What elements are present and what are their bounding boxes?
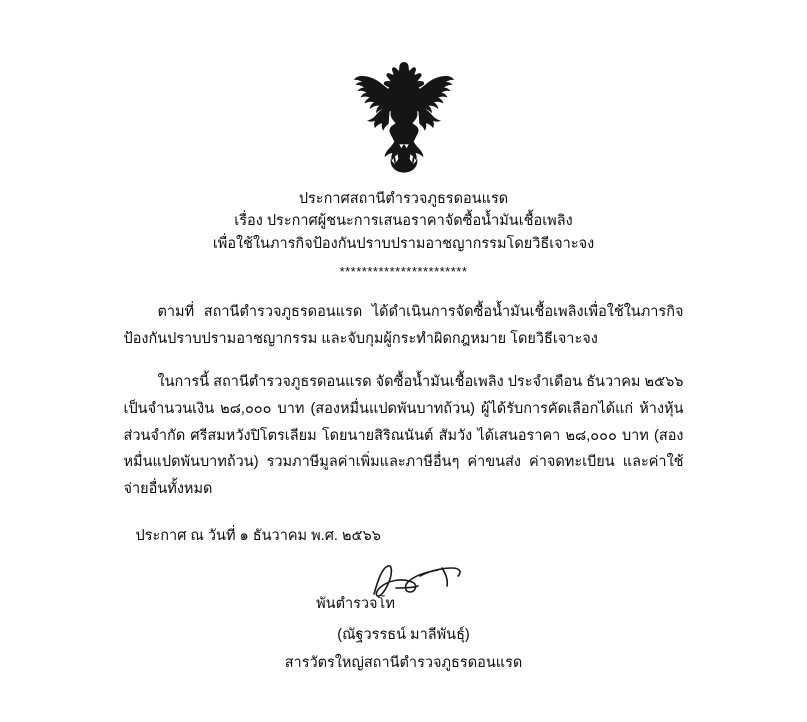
signature-row xyxy=(254,592,554,676)
document-heading xyxy=(0,188,807,255)
document-body xyxy=(124,299,684,550)
garuda-emblem-icon xyxy=(340,58,468,176)
announce-date: ประกาศ ณ วันที่ ๑ ธันวาคม พ.ศ. ๒๕๖๖ xyxy=(135,528,381,545)
heading-separator: *********************** xyxy=(339,264,468,280)
signature-rank-line xyxy=(254,592,554,617)
body-paragraph-2 xyxy=(124,369,684,503)
body-paragraph-1-text: ตามที่ สถานีตำรวจภูธรดอนแรด ได้ดำเนินการจัดซื้อน้ำมันเชื้อเพลิงเพื่อใช้ในภารกิจป้องกันปราบปรามอาชญากรรม และจับกุมผู้กระทำผิดกฎหมาย โดยวิธีเจาะจง xyxy=(123,304,684,348)
signature-block xyxy=(0,592,807,676)
heading-line-2: เรื่อง ประกาศผู้ชนะการเสนอราคาจัดซื้อน้ำมันเชื้อเพลิง xyxy=(234,213,573,230)
heading-line-1: ประกาศสถานีตำรวจภูธรดอนแรด xyxy=(298,191,509,207)
signature-rank: พันตำรวจโท xyxy=(316,595,395,612)
heading-line-3: เพื่อใช้ในภารกิจป้องกันปราบปรามอาชญากรรมโดยวิธีเจาะจง xyxy=(212,235,595,252)
signature-position: สารวัตรใหญ่สถานีตำรวจภูธรดอนแรด xyxy=(284,655,523,672)
signature-name: (ณัฐวรรธน์ มาลีพันธุ์) xyxy=(337,626,470,643)
body-paragraph-1 xyxy=(124,299,684,353)
body-paragraph-2-text: ในการนี้ สถานีตำรวจภูธรดอนแรด จัดซื้อน้ำมันเชื้อเพลิง ประจำเดือน ธันวาคม ๒๕๖๖ เป็นจำนวนเงิน ๒๘,๐๐๐ บาท (สองหมื่นแปดพันบาทถ้วน) ผู้ได้รับการคัดเลือกได้แก่ ห้างหุ้นส่วนจำกัด ศรีสมหวังปิโตรเลียม โดยนายสิริณนันต์ สัมวัง ได้เสนอราคา ๒๘,๐๐๐ บาท (สองหมื่นแปดพันบาทถ้วน) รวมภาษีมูลค่าเพิ่มและภาษีอื่นๆ ค่าขนส่ง ค่าจดทะเบียน และค่าใช้จ่ายอื่นทั้งหมด xyxy=(123,374,684,498)
emblem-container xyxy=(0,0,807,176)
